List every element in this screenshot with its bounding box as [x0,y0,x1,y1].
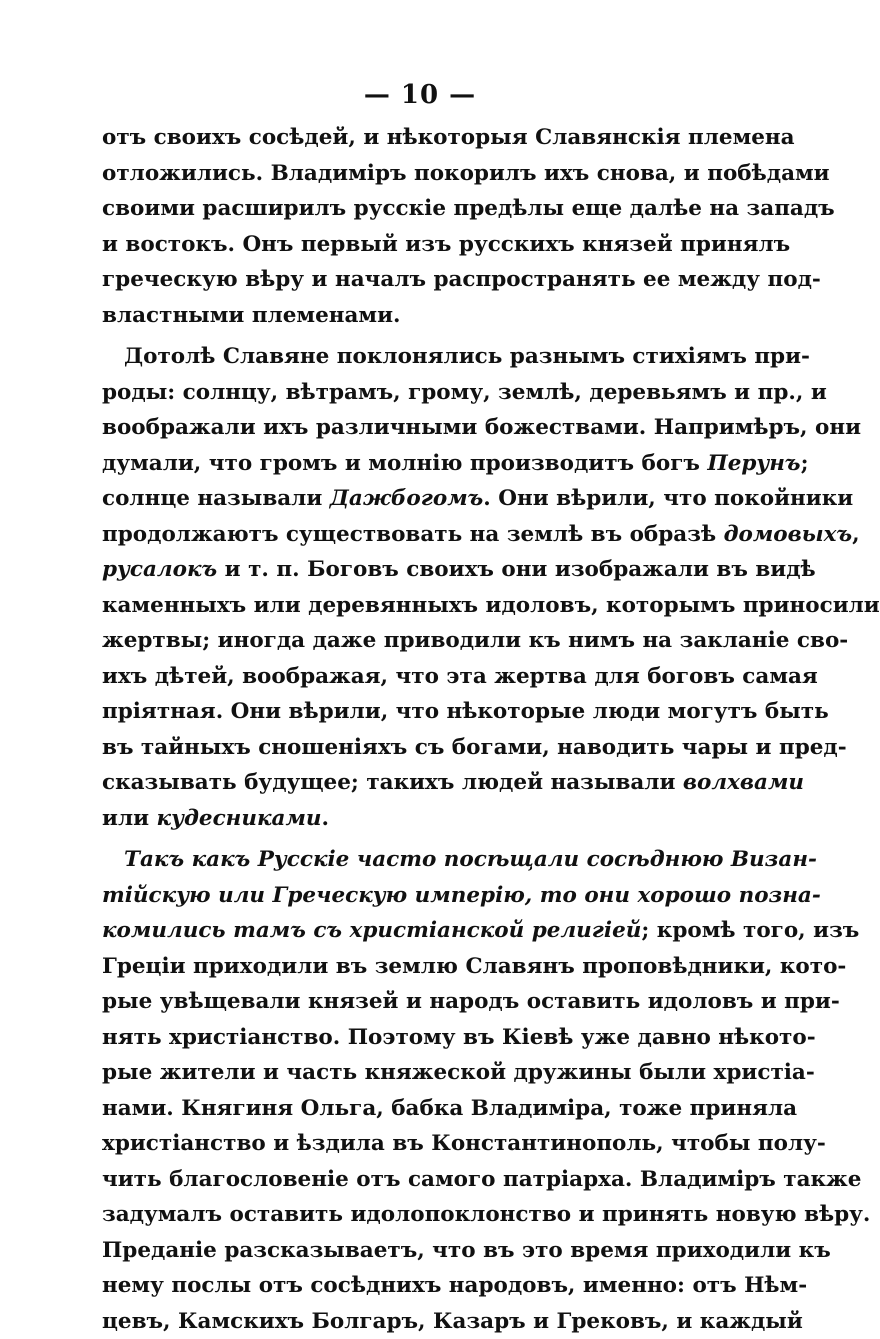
italic-text-segment: кудесниками [157,806,322,831]
text-line [102,1091,698,1127]
text-line [102,446,698,482]
text-line [102,156,698,192]
text-segment: отъ своихъ сосѣдей, и нѣкоторыя Славянскія племена [102,125,795,150]
text-line [102,227,698,263]
text-segment: рые увѣщевали князей и народъ оставить идоловъ и при- [102,989,840,1014]
text-segment: нему послы отъ сосѣднихъ народовъ, именно: отъ Нѣм- [102,1273,807,1298]
text-segment: роды: солнцу, вѣтрамъ, грому, землѣ, деревьямъ и пр., и [102,380,827,405]
italic-text-segment: домовыхъ [724,522,853,547]
text-line [102,552,698,588]
italic-text-segment: Перунъ [707,451,800,476]
body-text [102,120,698,1339]
text-segment: думали, что громъ и молнію производитъ богъ [102,451,707,476]
italic-text-segment: Такъ какъ Русскіе часто посѣщали сосѣднюю Визан- [124,847,817,872]
text-line [102,339,698,375]
text-line [102,765,698,801]
text-line [102,120,698,156]
text-line [102,659,698,695]
text-line [102,262,698,298]
text-segment: властными племенами. [102,303,401,328]
text-line [102,878,698,914]
text-segment: продолжаютъ существовать на землѣ въ образѣ [102,522,724,547]
text-line [102,410,698,446]
text-line [102,730,698,766]
text-line [102,801,698,837]
text-segment: или [102,806,157,831]
text-segment: цевъ, Камскихъ Болгаръ, Казаръ и Грековъ, и каждый [102,1309,803,1334]
text-segment: воображали ихъ различными божествами. Напримѣръ, они [102,415,861,440]
text-line [102,375,698,411]
page-number: — 10 — [0,80,840,110]
text-line [102,1197,698,1233]
text-line [102,1162,698,1198]
text-line [102,1055,698,1091]
text-line [102,298,698,334]
text-line [102,984,698,1020]
text-line [102,623,698,659]
text-line [102,1020,698,1056]
text-line [102,913,698,949]
italic-text-segment: русалокъ [102,557,217,582]
text-segment: солнце называли [102,486,330,511]
text-segment: жертвы; иногда даже приводили къ нимъ на закланіе сво- [102,628,848,653]
text-segment: нять христіанство. Поэтому въ Кіевѣ уже давно нѣкото- [102,1025,816,1050]
text-line [102,842,698,878]
text-line [102,949,698,985]
text-segment: ихъ дѣтей, воображая, что эта жертва для боговъ самая [102,664,818,689]
text-segment: греческую вѣру и началъ распространять ее между под- [102,267,821,292]
text-segment: ; кромѣ того, изъ [641,918,859,943]
text-segment: , [852,522,860,547]
text-segment: . [322,806,330,831]
text-segment: чить благословеніе отъ самого патріарха. Владиміръ также [102,1167,861,1192]
text-segment: каменныхъ или деревянныхъ идоловъ, которымъ приносили [102,593,880,618]
text-segment: пріятная. Они вѣрили, что нѣкоторые люди могутъ быть [102,699,829,724]
italic-text-segment: тійскую или Греческую имперію, то они хорошо позна- [102,883,821,908]
text-line [102,1268,698,1304]
text-line [102,588,698,624]
text-segment: и востокъ. Онъ первый изъ русскихъ князей принялъ [102,232,790,257]
text-segment: . Они вѣрили, что покойники [483,486,853,511]
text-segment: Дотолѣ Славяне поклонялись разнымъ стихіямъ при- [124,344,810,369]
text-line [102,1126,698,1162]
text-line [102,481,698,517]
text-line [102,694,698,730]
text-line [102,1304,698,1339]
text-segment: христіанство и ѣздила въ Константинополь, чтобы полу- [102,1131,826,1156]
text-segment: нами. Княгиня Ольга, бабка Владиміра, тоже приняла [102,1096,797,1121]
text-line [102,1233,698,1269]
italic-text-segment: волхвами [683,770,804,795]
text-segment: и т. п. Боговъ своихъ они изображали въ видѣ [217,557,815,582]
text-segment: отложились. Владиміръ покорилъ ихъ снова, и побѣдами [102,161,830,186]
text-segment: въ тайныхъ сношеніяхъ съ богами, наводить чары и пред- [102,735,847,760]
text-segment: своими расширилъ русскіе предѣлы еще далѣе на западъ [102,196,835,221]
text-segment: рые жители и часть княжеской дружины были христіа- [102,1060,815,1085]
text-segment: ; [801,451,809,476]
text-line [102,517,698,553]
text-segment: Греціи приходили въ землю Славянъ проповѣдники, кото- [102,954,846,979]
text-segment: задумалъ оставить идолопоклонство и принять новую вѣру. [102,1202,870,1227]
italic-text-segment: комились тамъ съ христіанской религіей [102,918,641,943]
text-segment: Преданіе разсказываетъ, что въ это время приходили къ [102,1238,831,1263]
text-segment: сказывать будущее; такихъ людей называли [102,770,683,795]
italic-text-segment: Дажбогомъ [330,486,484,511]
text-line [102,191,698,227]
